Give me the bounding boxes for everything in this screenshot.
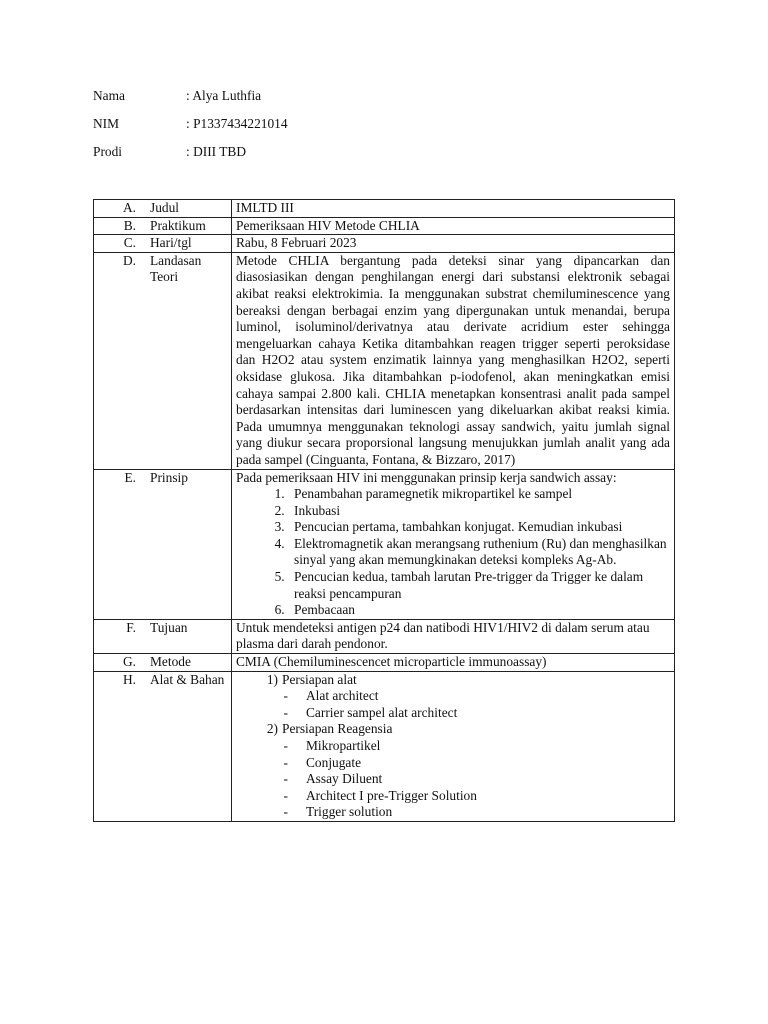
row-letter: A. (122, 200, 136, 215)
report-table (93, 199, 675, 822)
row-content: Pemeriksaan HIV Metode CHLIA (232, 217, 675, 235)
group-number: 2) (266, 721, 278, 737)
row-label: Hari/tgl (150, 235, 192, 251)
list-item: - Conjugate (283, 754, 362, 770)
nama-value: : Alya Luthfia (186, 88, 262, 103)
list-item: 3. Pencucian pertama, tambahkan konjugat. Kemudian inkubasi (288, 519, 670, 536)
nama-row (93, 86, 288, 114)
nim-value: : P1337434221014 (186, 116, 288, 131)
row-label: Judul (150, 200, 180, 215)
row-content (232, 469, 675, 619)
group-number: 1) (266, 671, 278, 687)
row-letter: B. (123, 217, 136, 233)
nim-label: NIM (93, 116, 120, 131)
row-letter: E. (124, 469, 136, 485)
group-items (282, 688, 670, 721)
student-info (93, 86, 288, 170)
nim-row (93, 114, 288, 142)
list-item: 4. Elektromagnetik akan merangsang ruthenium (Ru) dan menghasilkan sinyal yang akan memungkinakan deteksi kompleks Ag-Ab. (288, 536, 670, 569)
row-alat-bahan (94, 671, 675, 821)
list-item: - Architect I pre-Trigger Solution (283, 787, 477, 803)
row-metode (94, 654, 675, 672)
prinsip-steps (236, 486, 670, 619)
row-prinsip (94, 469, 675, 619)
list-item: - Carrier sampel alat architect (283, 704, 458, 720)
row-judul (94, 200, 675, 218)
row-letter: D. (122, 252, 136, 268)
prodi-value: : DIII TBD (186, 144, 247, 159)
row-letter: G. (122, 654, 136, 670)
prinsip-intro: Pada pemeriksaan HIV ini menggunakan prinsip kerja sandwich assay: (236, 469, 617, 485)
prodi-row (93, 142, 288, 170)
list-item (236, 672, 670, 722)
list-item: 2. Inkubasi (288, 503, 670, 520)
list-item: 5. Pencucian kedua, tambah larutan Pre-trigger da Trigger ke dalam reaksi pencampuran (288, 569, 670, 602)
alat-bahan-groups (236, 672, 670, 821)
list-item: - Trigger solution (283, 804, 393, 820)
row-hari-tgl (94, 235, 675, 253)
list-item: - Assay Diluent (283, 771, 383, 787)
row-label: Alat & Bahan (150, 671, 225, 687)
row-label: Metode (150, 654, 191, 670)
list-item: 1. Penambahan paramegnetik mikropartikel ke sampel (288, 486, 670, 503)
row-content: Untuk mendeteksi antigen p24 dan natibodi HIV1/HIV2 di dalam serum atau plasma dari darah pendonor. (232, 619, 675, 653)
row-label: Tujuan (150, 619, 188, 635)
row-letter: H. (122, 671, 136, 687)
row-label: Landasan Teori (150, 252, 202, 285)
row-content: IMLTD III (232, 200, 675, 218)
list-item: 6. Pembacaan (288, 602, 670, 619)
row-content (232, 671, 675, 821)
row-content: Metode CHLIA bergantung pada deteksi sinar yang dipancarkan dan diasosiasikan dengan penghilangan energi dari substansi elektronik sebagai akibat reaksi elektrokimia. Ia menggunakan substrat chemiluminescence yang bereaksi dengan berbagai enzim yang dipergunakan untuk menandai, berupa luminol, isoluminol/derivatnya atau derivate acridium ester sehingga mengeluarkan cahaya Ketika ditambahkan reagen trigger seperti peroksidase dan H2O2 atau system enzimatik lainnya yang menghasilkan H2O2, seperti oksidase glukosa. Jika ditambahkan p-iodofenol, akan meningkatkan emisi cahaya sampai 2.800 kali. CHLIA menetapkan konsentrasi analit pada sampel berdasarkan intensitas dari luminescen yang dikeluarkan akibat reaksi kimia. Pada umumnya menggunakan teknologi assay sandwich, yaitu jumlah signal yang diukur secara proporsional langsung menujukkan jumlah analit yang ada pada sampel (Cinguanta, Fontana, & Bizzaro, 2017) (232, 252, 675, 469)
prodi-label: Prodi (93, 144, 123, 159)
row-letter: C. (123, 235, 136, 251)
list-item: - Alat architect (283, 688, 379, 704)
row-label: Praktikum (150, 217, 206, 233)
row-letter: F. (126, 619, 136, 635)
list-item (236, 721, 670, 821)
row-content: Rabu, 8 Februari 2023 (232, 235, 675, 253)
row-tujuan (94, 619, 675, 653)
list-item: - Mikropartikel (283, 738, 381, 753)
row-praktikum (94, 217, 675, 235)
group-title: Persiapan Reagensia (282, 721, 393, 737)
row-landasan-teori (94, 252, 675, 469)
row-label: Prinsip (150, 469, 188, 485)
row-content: CMIA (Chemiluminescencet microparticle immunoassay) (232, 654, 675, 672)
group-title: Persiapan alat (282, 671, 357, 687)
group-items (282, 738, 670, 821)
nama-label: Nama (93, 88, 125, 103)
